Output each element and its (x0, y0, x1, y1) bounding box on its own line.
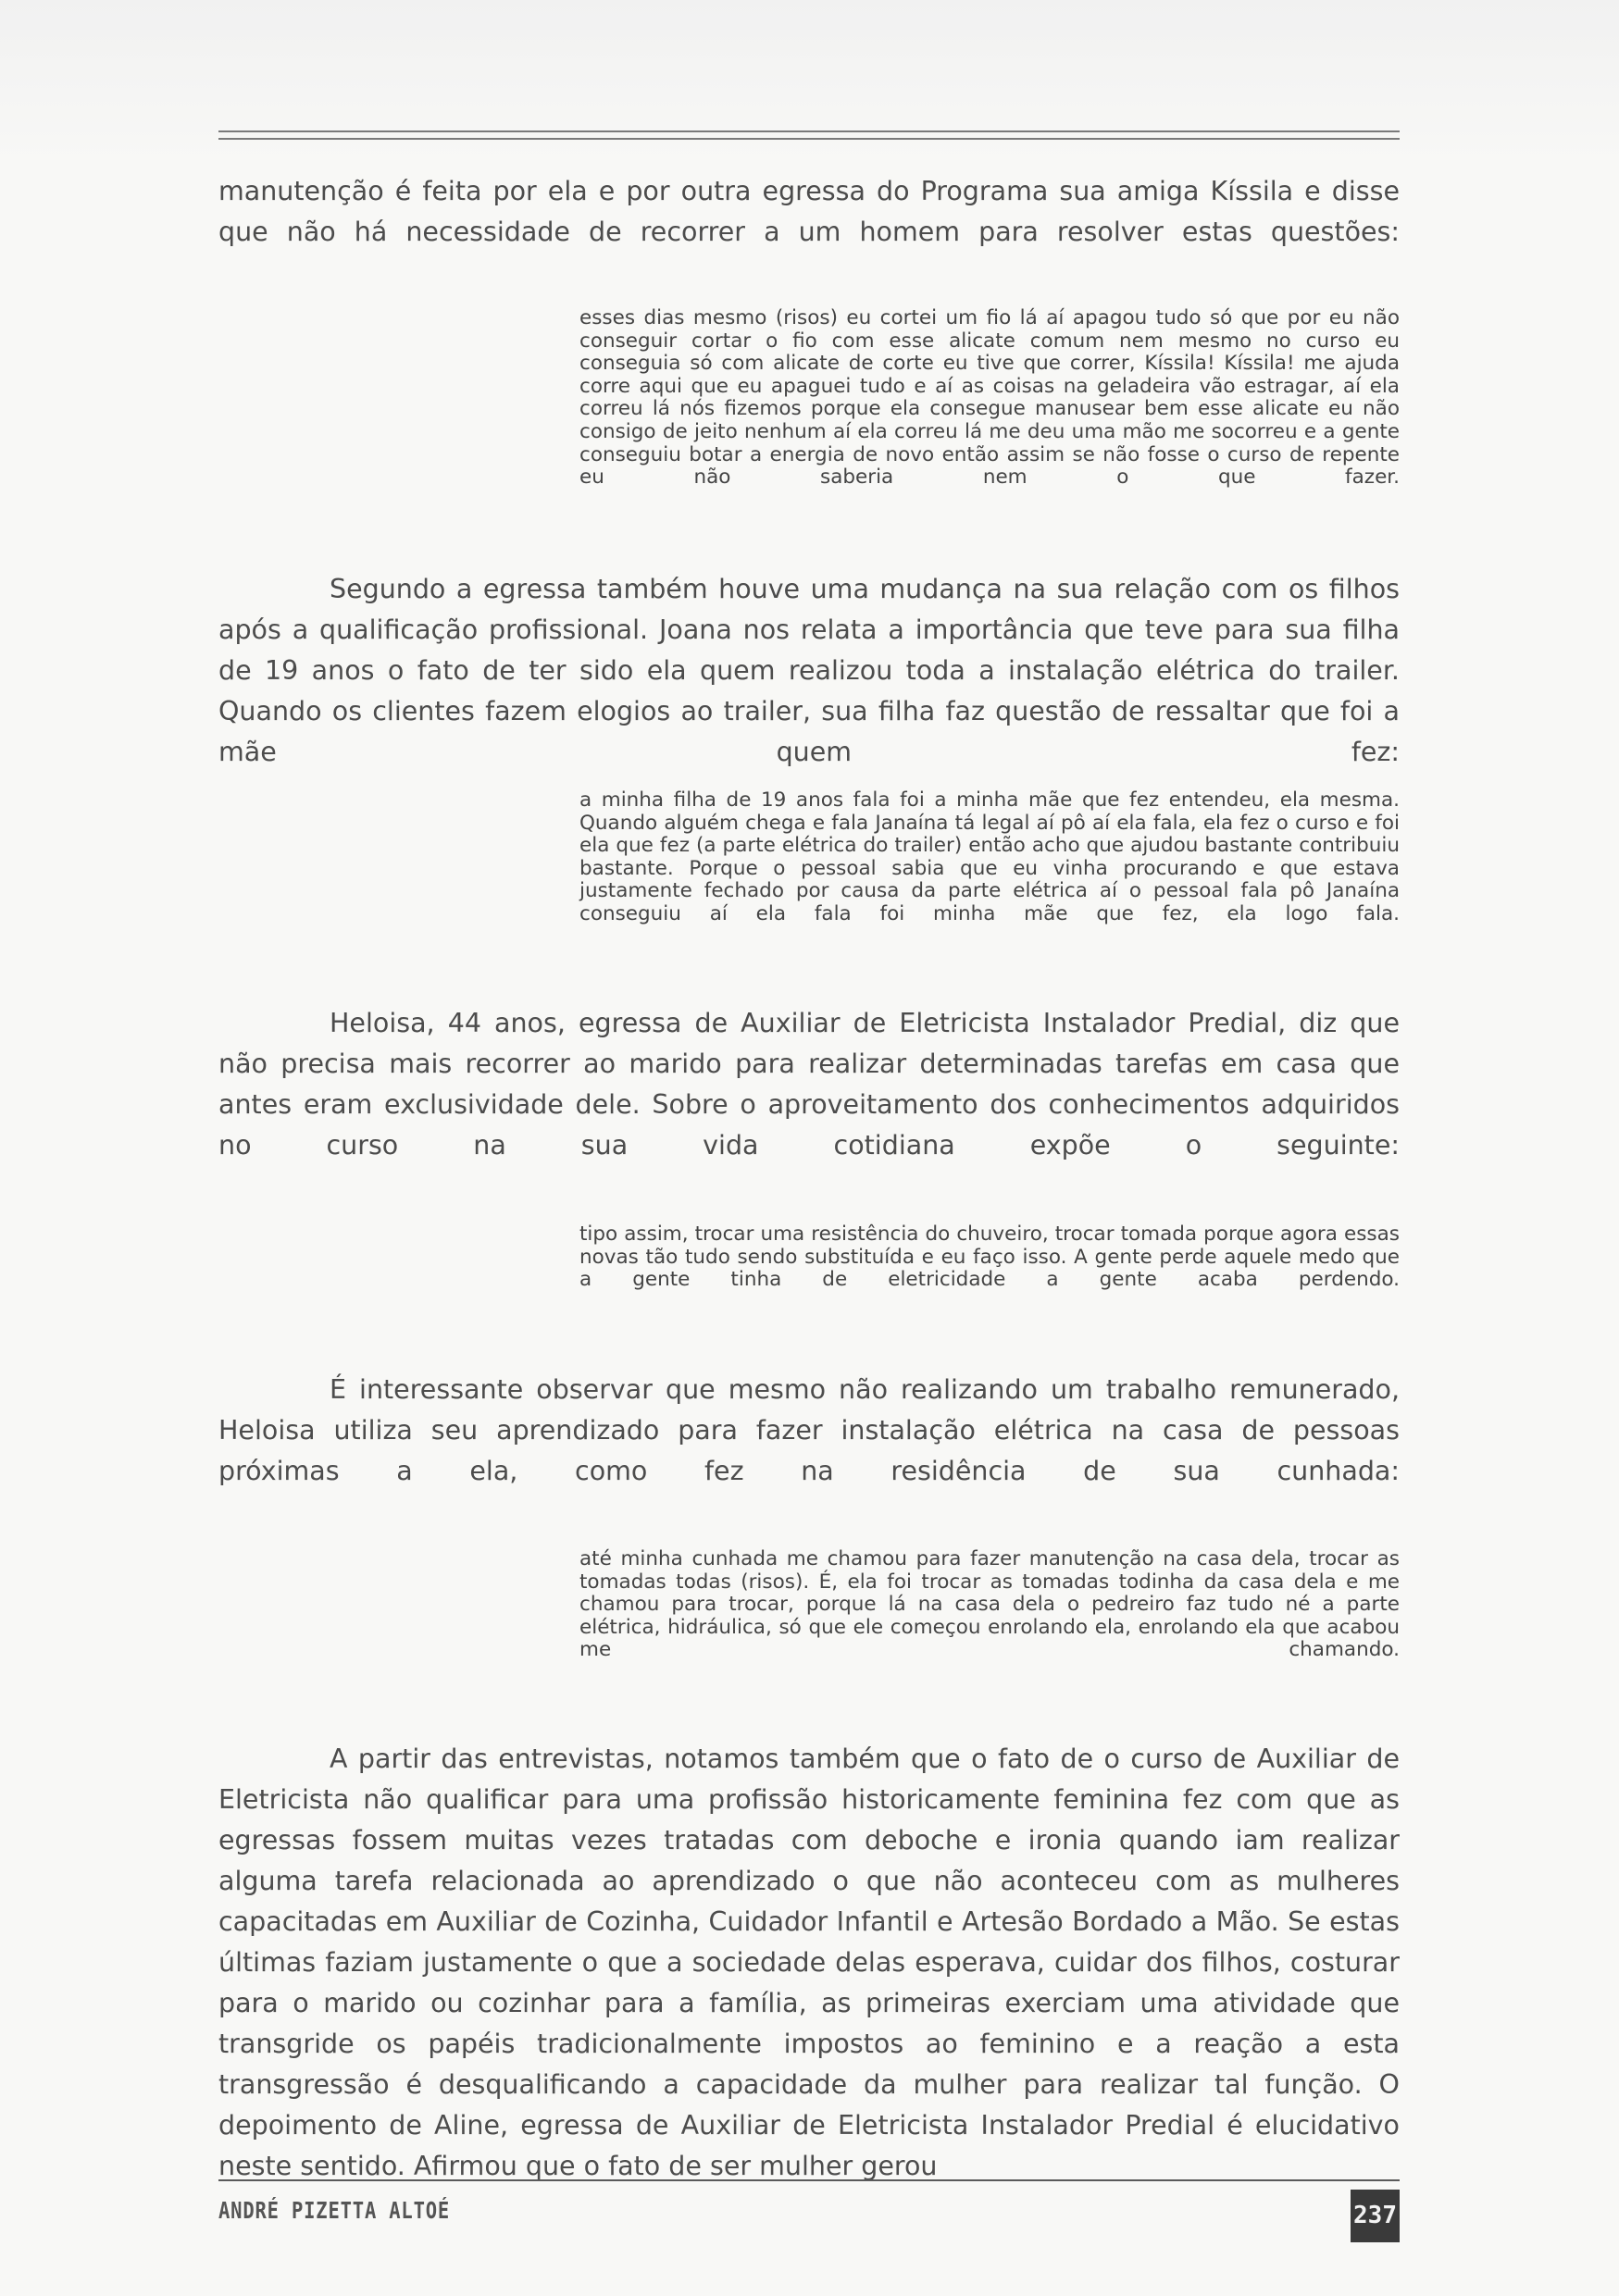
block-quote-2: a minha filha de 19 anos fala foi a minha mãe que fez entendeu, ela mesma. Quando alguém chega e fala Janaína tá legal aí pô aí ela fala, ela fez o curso e foi ela que fez (a parte elétrica do trailer) então acho que ajudou bastante contribuiu bastante. Porque o pessoal sabia que eu vinha procurando e que estava justamente fechado por causa da parte elétrica aí o pessoal fala pô Janaína conseguiu aí ela fala foi minha mãe que fez, ela logo fala. (579, 788, 1400, 925)
document-page (218, 0, 1400, 2296)
body-paragraph-4: É interessante observar que mesmo não realizando um trabalho remunerado, Heloisa utiliza seu aprendizado para fazer instalação elétrica na casa de pessoas próximas a ela, como fez na residência de sua cunhada: (218, 1374, 1400, 1486)
footer-author: ANDRÉ PIZETTA ALTOÉ (218, 2197, 451, 2224)
block-quote-1: esses dias mesmo (risos) eu cortei um fio lá aí apagou tudo só que por eu não conseguir cortar o fio com esse alicate comum nem mesmo no curso eu conseguia só com alicate de corte eu tive que correr, Kíssila! Kíssila! me ajuda corre aqui que eu apaguei tudo e aí as coisas na geladeira vão estragar, aí ela correu lá nós fizemos porque ela consegue manusear bem esse alicate eu não consigo de jeito nenhum aí ela correu lá me deu uma mão me socorreu e a gente conseguiu botar a energia de novo então assim se não fosse o curso de repente eu não saberia nem o que fazer. (579, 306, 1400, 490)
page-number-badge: 237 (1351, 2190, 1400, 2242)
body-paragraph-3: Heloisa, 44 anos, egressa de Auxiliar de Eletricista Instalador Predial, diz que não precisa mais recorrer ao marido para realizar determinadas tarefas em casa que antes eram exclusividade dele. Sobre o aproveitamento dos conhecimentos adquiridos no curso na sua vida cotidiana expõe o seguinte: (218, 1008, 1400, 1160)
block-quote-4: até minha cunhada me chamou para fazer manutenção na casa dela, trocar as tomadas todas (risos). É, ela foi trocar as tomadas todinha da casa dela e me chamou para trocar, porque lá na casa dela o pedreiro faz tudo né a parte elétrica, hidráulica, só que ele começou enrolando ela, enrolando ela que acabou me chamando. (579, 1547, 1400, 1662)
body-paragraph-5: A partir das entrevistas, notamos também que o fato de o curso de Auxiliar de Eletricista não qualificar para uma profissão historicamente feminina fez com que as egressas fossem muitas vezes tratadas com deboche e ironia quando iam realizar alguma tarefa relacionada ao aprendizado o que não aconteceu com as mulheres capacitadas em Auxiliar de Cozinha, Cuidador Infantil e Artesão Bordado a Mão. Se estas últimas faziam justamente o que a sociedade delas esperava, cuidar dos filhos, costurar para o marido ou cozinhar para a família, as primeiras exerciam uma atividade que transgride os papéis tradicionalmente impostos ao feminino e a reação a esta transgressão é desqualificando a capacidade da mulher para realizar tal função. O depoimento de Aline, egressa de Auxiliar de Eletricista Instalador Predial é elucidativo neste sentido. Afirmou que o fato de ser mulher gerou (218, 1744, 1400, 2181)
body-paragraph-1: manutenção é feita por ela e por outra egressa do Programa sua amiga Kíssila e disse que não há necessidade de recorrer a um homem para resolver estas questões: (218, 176, 1400, 247)
block-quote-3: tipo assim, trocar uma resistência do chuveiro, trocar tomada porque agora essas novas tão tudo sendo substituída e eu faço isso. A gente perde aquele medo que a gente tinha de eletricidade a gente acaba perdendo. (579, 1222, 1400, 1292)
header-double-rule (218, 130, 1400, 140)
body-paragraph-2: Segundo a egressa também houve uma mudança na sua relação com os filhos após a qualificação profissional. Joana nos relata a importância que teve para sua filha de 19 anos o fato de ter sido ela quem realizou toda a instalação elétrica do trailer. Quando os clientes fazem elogios ao trailer, sua filha faz questão de ressaltar que foi a mãe quem fez: (218, 574, 1400, 767)
footer-rule (218, 2179, 1400, 2181)
